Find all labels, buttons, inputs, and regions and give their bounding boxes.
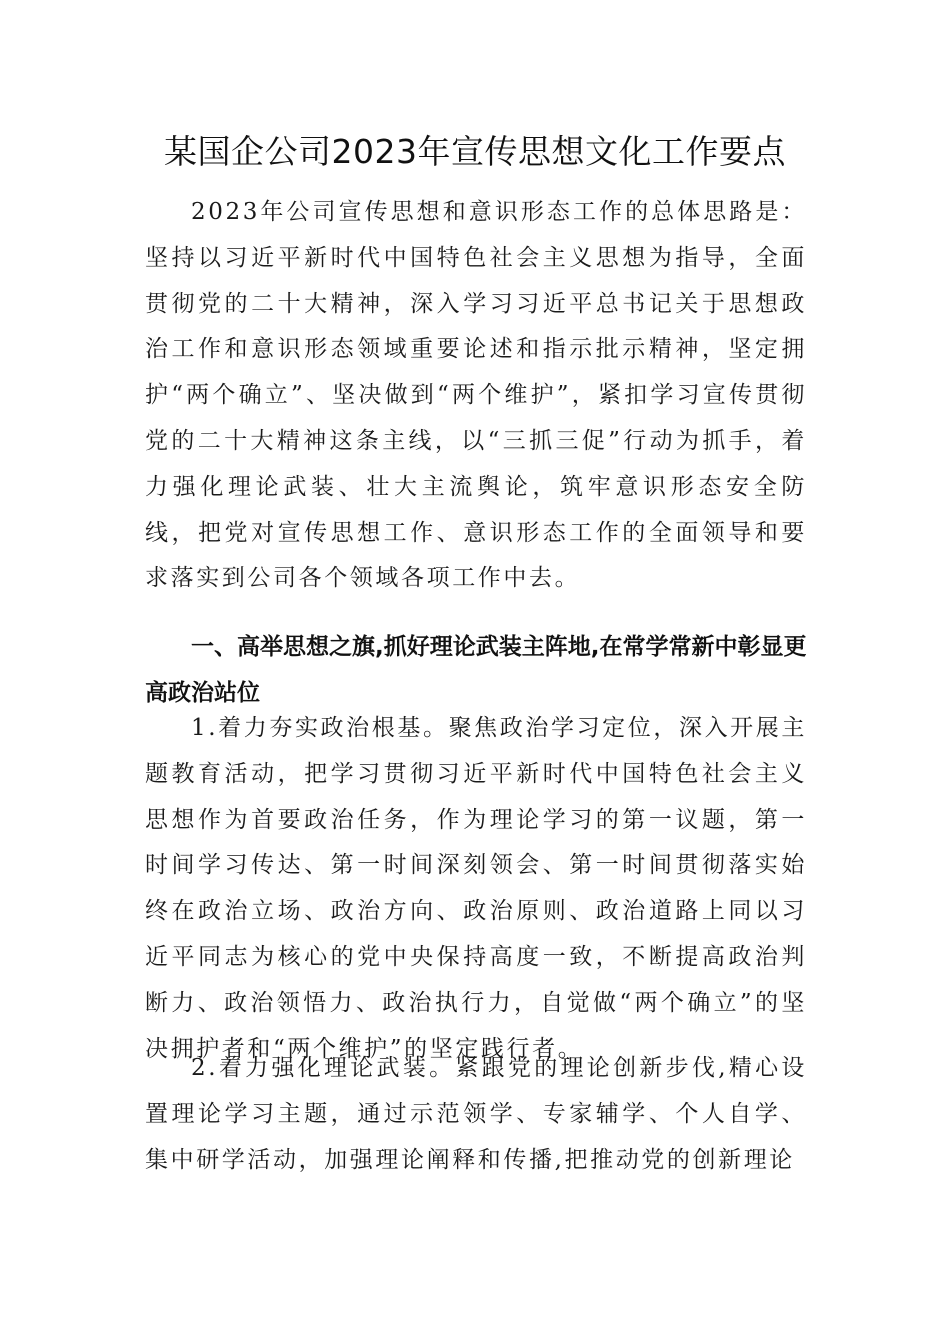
section-heading: 一、高举思想之旗,抓好理论武装主阵地,在常学常新中彰显更高政治站位 [145, 634, 807, 706]
document-title: 某国企公司2023年宣传思想文化工作要点 [164, 132, 786, 171]
intro-paragraph: 2023年公司宣传思想和意识形态工作的总体思路是：坚持以习近平新时代中国特色社会主义思想为指导，全面贯彻党的二十大精神，深入学习习近平总书记关于思想政治工作和意识形态领域重要论述和指示批示精神，坚定拥护“两个确立”、坚决做到“两个维护”，紧扣学习宣传贯彻党的二十大精神这条主线，以“三抓三促”行动为抓手，着力强化理论武装、壮大主流舆论，筑牢意识形态安全防线，把党对宣传思想工作、意识形态工作的全面领导和要求落实到公司各个领域各项工作中去。 [145, 199, 807, 592]
item-paragraph: 2.着力强化理论武装。紧跟党的理论创新步伐,精心设置理论学习主题，通过示范领学、专家辅学、个人自学、集中研学活动，加强理论阐释和传播,把推动党的创新理论 [145, 1055, 807, 1173]
item-paragraph: 1.着力夯实政治根基。聚焦政治学习定位，深入开展主题教育活动，把学习贯彻习近平新时代中国特色社会主义思想作为首要政治任务，作为理论学习的第一议题，第一时间学习传达、第一时间深刻领会、第一时间贯彻落实始终在政治立场、政治方向、政治原则、政治道路上同以习近平同志为核心的党中央保持高度一致，不断提高政治判断力、政治领悟力、政治执行力，自觉做“两个确立”的坚决拥护者和“两个维护”的坚定践行者。 [145, 715, 807, 1062]
